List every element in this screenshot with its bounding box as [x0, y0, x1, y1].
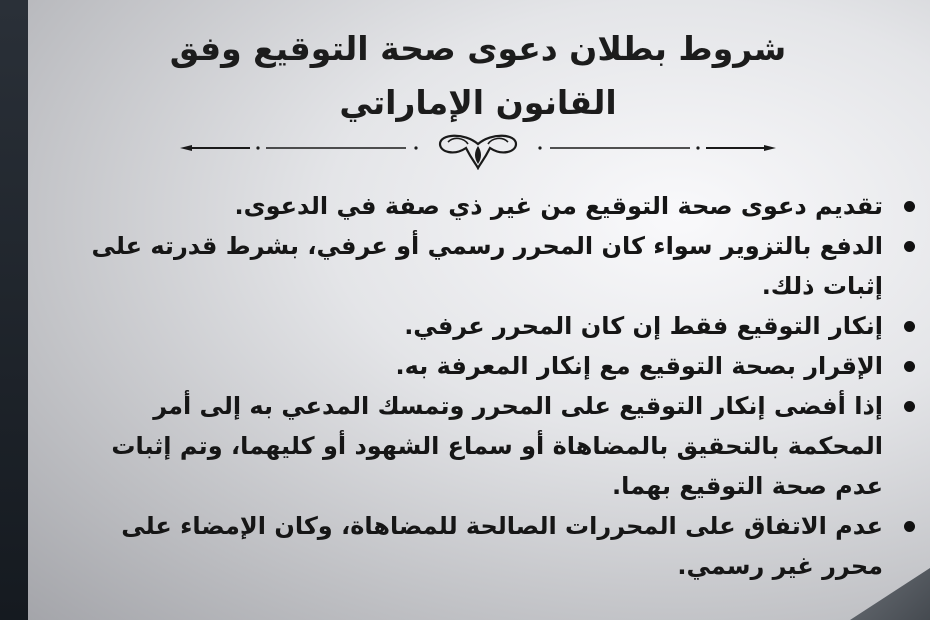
ornament-divider: [178, 130, 778, 170]
page-title: شروط بطلان دعوى صحة التوقيع وفق القانون الإماراتي: [169, 29, 787, 122]
list-item: الدفع بالتزوير سواء كان المحرر رسمي أو عرفي، بشرط قدرته على إثبات ذلك.: [68, 226, 883, 306]
list-item: إذا أفضى إنكار التوقيع على المحرر وتمسك المدعي به إلى أمر المحكمة بالتحقيق بالمضاهاة أو سماع الشهود أو كليهما، وتم إثبات عدم صحة التوقيع بهما.: [68, 386, 883, 506]
list-item: عدم الاتفاق على المحررات الصالحة للمضاهاة، وكان الإمضاء على محرر غير رسمي.: [68, 506, 883, 586]
list-item: الإقرار بصحة التوقيع مع إنكار المعرفة به.: [68, 346, 883, 386]
content-card: [28, 0, 930, 620]
list-item: تقديم دعوى صحة التوقيع من غير ذي صفة في الدعوى.: [68, 186, 883, 226]
conditions-list: [68, 186, 883, 586]
list-item: إنكار التوقيع فقط إن كان المحرر عرفي.: [68, 306, 883, 346]
left-edge-strip: [0, 0, 28, 620]
